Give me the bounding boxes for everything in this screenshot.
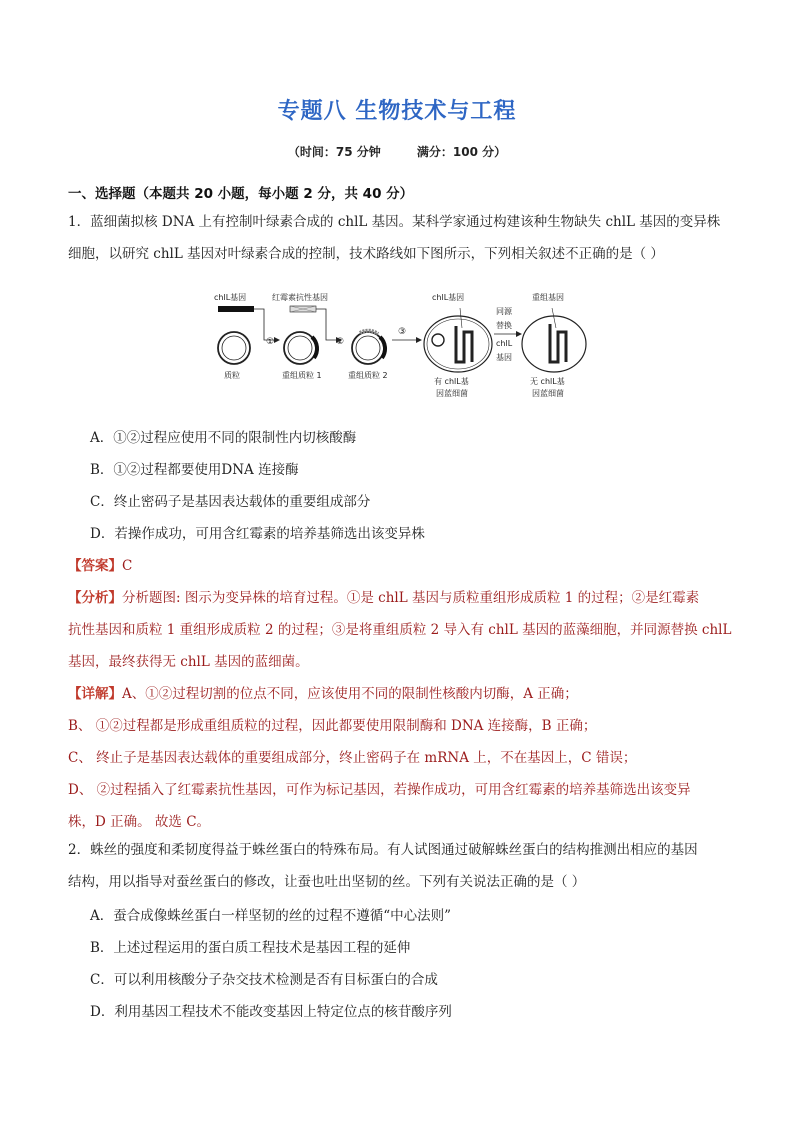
q2-option-b: B．上述过程运用的蛋白质工程技术是基因工程的延伸 (90, 940, 411, 956)
q2-option-c: C．可以利用核酸分子杂交技术检测是否有目标蛋白的合成 (90, 972, 438, 988)
step-3: ③ (398, 327, 407, 337)
q1-diagram (208, 288, 588, 398)
recomb-plasmid-1-icon (284, 332, 316, 364)
replace-2: 替换 (496, 321, 512, 330)
label-cell2-top: 重组基因 (532, 293, 564, 302)
time-limit: （时间：75 分钟 (287, 145, 381, 159)
analysis-text-1: 分析题图: 图示为变异株的培育过程。①是 chlL 基因与质粒重组形成质粒 1 的过程；②是红霉素 (122, 590, 700, 606)
q2-option-d: D．利用基因工程技术不能改变基因上特定位点的核苷酸序列 (90, 1004, 452, 1020)
section-heading: 一、选择题（本题共 20 小题，每小题 2 分，共 40 分） (68, 186, 414, 202)
answer-tag: 【答案】 (68, 558, 122, 574)
q1-detail-line5: 株，D 正确。 故选 C。 (68, 814, 211, 830)
q1-detail-line3: C、 终止子是基因表达载体的重要组成部分，终止密码子在 mRNA 上，不在基因上，C 错误； (68, 750, 637, 766)
q1-detail-line1 (68, 682, 728, 702)
q2-stem (68, 834, 728, 898)
q1-analysis-line3: 基因，最终获得无 chlL 基因的蓝细菌。 (68, 654, 309, 670)
answer-value: C (122, 558, 133, 574)
chll-gene-bar (218, 306, 254, 312)
q2-stem-line2: 结构，用以指导对蚕丝蛋白的修改，让蚕也吐出坚韧的丝。下列有关说法正确的是（ ） (68, 874, 586, 890)
label-ery-gene: 红霉素抗性基因 (272, 293, 328, 302)
q1-stem (68, 206, 728, 270)
q2-option-a: A．蚕合成像蛛丝蛋白一样坚韧的丝的过程不遵循“中心法则” (90, 908, 452, 924)
q2-stem-line1: 2．蛛丝的强度和柔韧度得益于蛛丝蛋白的特殊布局。有人试图通过破解蛛丝蛋白的结构推测出相应的基因 (68, 842, 698, 858)
detail-tag: 【详解】 (68, 686, 122, 702)
label-recomb-1: 重组质粒 1 (282, 371, 322, 380)
q1-analysis-line2: 抗性基因和质粒 1 重组形成质粒 2 的过程；③是将重组质粒 2 导入有 chlL 基因的蓝藻细胞，并同源替换 chlL (68, 622, 732, 638)
q1-detail-line2: B、 ①②过程都是形成重组质粒的过程，因此都要使用限制酶和 DNA 连接酶，B 正确； (68, 718, 597, 734)
full-score: 满分：100 分） (416, 145, 507, 159)
detail-text-1: A、①②过程切割的位点不同，应该使用不同的限制性核酸内切酶，A 正确； (122, 686, 578, 702)
q1-stem-line1: 1．蓝细菌拟核 DNA 上有控制叶绿素合成的 chlL 基因。某科学家通过构建该种生物缺失 chlL 基因的变异株 (68, 214, 721, 230)
q1-detail-line4: D、 ②过程插入了红霉素抗性基因，可作为标记基因，若操作成功，可用含红霉素的培养基筛选出该变异 (68, 782, 691, 798)
step-1: ① (266, 337, 275, 347)
arrow-2 (316, 309, 336, 340)
label-cell2-bot1: 无 chlL基 (530, 377, 565, 386)
label-cell2-bot2: 因蓝细菌 (532, 389, 564, 398)
replace-3: chlL (496, 339, 513, 348)
label-cell1-bot2: 因蓝细菌 (436, 389, 468, 398)
replace-4: 基因 (496, 353, 512, 362)
q1-option-c: C．终止密码子是基因表达载体的重要组成部分 (90, 494, 371, 510)
recomb-plasmid-2-icon (352, 332, 384, 364)
label-chll-gene: chlL基因 (214, 293, 247, 302)
step-2: ② (336, 337, 345, 347)
q1-answer (68, 554, 728, 574)
q1-option-d: D．若操作成功，可用含红霉素的培养基筛选出该变异株 (90, 526, 425, 542)
q1-option-a: A．①②过程应使用不同的限制性内切核酸酶 (90, 430, 357, 446)
exam-meta (0, 143, 794, 160)
q1-stem-line2: 细胞，以研究 chlL 基因对叶绿素合成的控制，技术路线如下图所示，下列相关叙述不正确的是（ ） (68, 246, 664, 262)
label-cell1-top: chlL基因 (432, 293, 465, 302)
q1-option-b: B．①②过程都要使用DNA 连接酶 (90, 462, 299, 478)
page-title: 专题八 生物技术与工程 (277, 99, 517, 124)
label-recomb-2: 重组质粒 2 (348, 371, 388, 380)
replace-1: 同源 (496, 307, 512, 316)
analysis-tag: 【分析】 (68, 590, 122, 606)
label-plasmid: 质粒 (224, 371, 240, 380)
q1-analysis-line1 (68, 586, 728, 606)
plasmid-icon (218, 332, 250, 364)
arrow-1 (254, 309, 274, 340)
label-cell1-bot1: 有 chlL基 (434, 377, 469, 386)
cell-without-chll-icon (522, 316, 586, 372)
